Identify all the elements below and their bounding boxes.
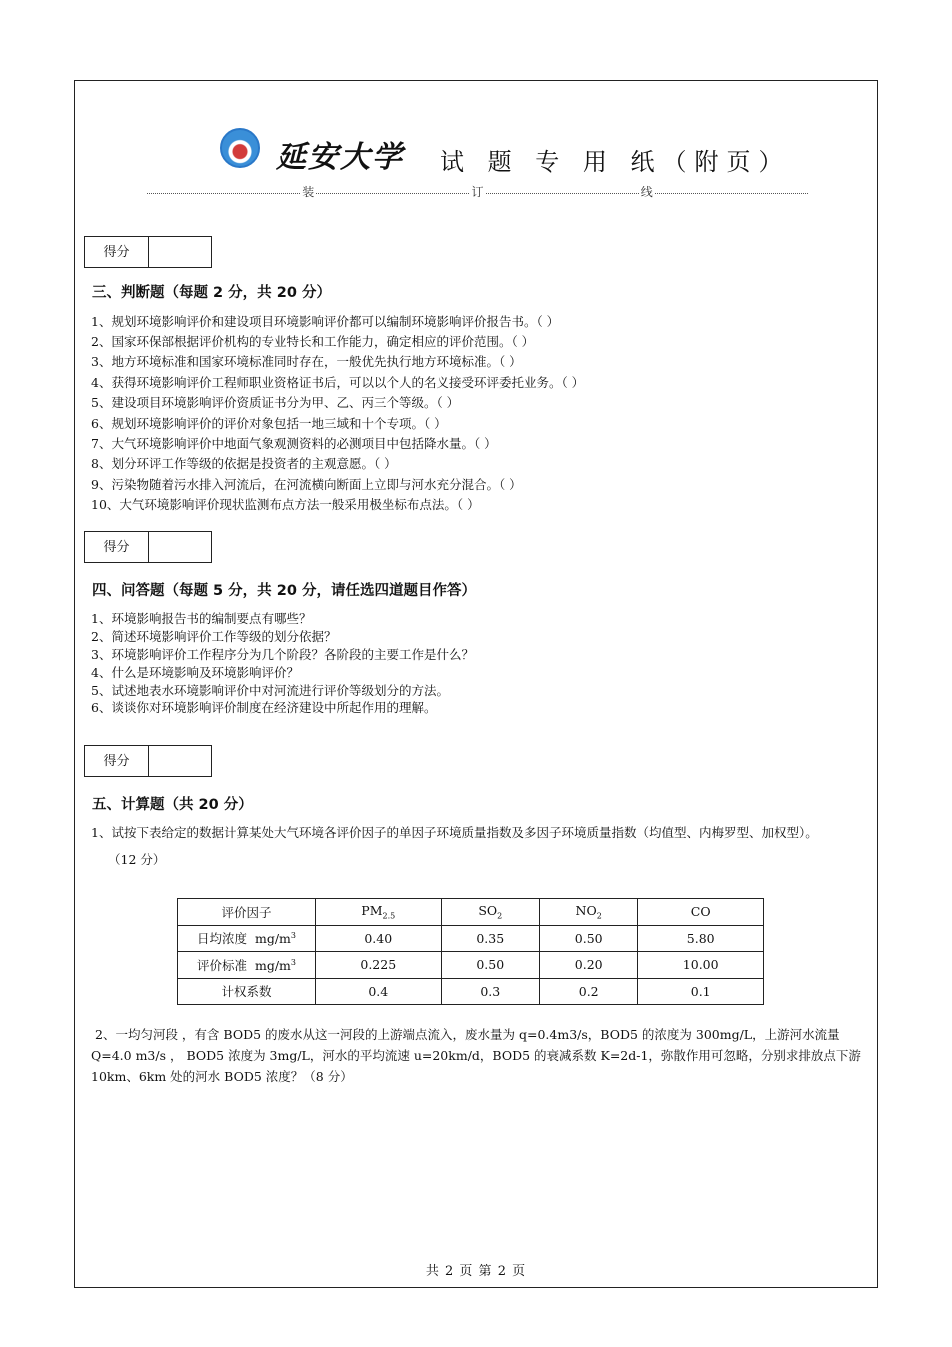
table-cell: CO (638, 899, 764, 926)
essay-question: 4、什么是环境影响及环境影响评价？ (91, 665, 299, 680)
calc-question-2 (91, 1024, 863, 1087)
score-box-section-4 (84, 531, 212, 563)
table-cell: $PM_{2.5}$ (316, 899, 442, 926)
calc-question-2-line: 2、一均匀河段 ，有含 BOD5 的废水从这一河段的上游端点流入，废水量为 q=0.4m3/s，BOD5 的浓度为 300mg/L，上游河水流量 (95, 1027, 840, 1042)
essay-question: 2、简述环境影响评价工作等级的划分依据？ (91, 629, 337, 644)
section-5-title: 五、计算题（共 20 分） (92, 797, 253, 813)
table-cell: 0.2 (539, 978, 637, 1005)
score-label: 得分 (85, 746, 149, 776)
calc-question-2-line: Q=4.0 m3/s ， BOD5 浓度为 3mg/L，河水的平均流速 u=20km/d，BOD5 的衰减系数 K=2d-1，弥散作用可忽略，分别求排放点下游 (91, 1048, 861, 1063)
judgment-question: 3、地方环境标准和国家环境标准同时存在，一般优先执行地方环境标准。（ ） (91, 354, 522, 369)
page-number: 共 2 页 第 2 页 (425, 1264, 527, 1279)
score-box-section-3 (84, 236, 212, 268)
table-cell: 日均浓度 $mg/m^3$ (178, 925, 316, 952)
calc-question-1: 1、试按下表给定的数据计算某处大气环境各评价因子的单因子环境质量指数及多因子环境质量指数（均值型、内梅罗型、加权型）。 (91, 825, 818, 840)
table-cell: 0.40 (316, 925, 442, 952)
table-cell: 0.1 (638, 978, 764, 1005)
school-name: 延安大学 (276, 140, 404, 175)
judgment-question: 7、大气环境影响评价中地面气象观测资料的必测项目中包括降水量。（ ） (91, 436, 497, 451)
essay-question: 6、谈谈你对环境影响评价制度在经济建设中所起作用的理解。 (91, 700, 437, 715)
judgment-question: 4、获得环境影响评价工程师职业资格证书后，可以以个人的名义接受环评委托业务。（ ） (91, 375, 585, 390)
table-cell: 0.225 (316, 952, 442, 979)
table-cell: 10.00 (638, 952, 764, 979)
table-cell: 评价因子 (178, 899, 316, 926)
table-cell: 0.20 (539, 952, 637, 979)
calc-question-2-line: 10km、6km 处的河水 BOD5 浓度？（8 分） (91, 1069, 353, 1084)
binding-mark-ding: 订 (471, 185, 484, 199)
essay-question: 3、环境影响评价工作程序分为几个阶段？各阶段的主要工作是什么？ (91, 647, 474, 662)
judgment-question: 1、规划环境影响评价和建设项目环境影响评价都可以编制环境影响评价报告书。（ ） (91, 314, 560, 329)
score-value-field[interactable] (149, 237, 211, 267)
table-cell: 0.35 (441, 925, 539, 952)
table-cell: 计权系数 (178, 978, 316, 1005)
score-value-field[interactable] (149, 746, 211, 776)
essay-question: 1、环境影响报告书的编制要点有哪些？ (91, 611, 312, 626)
table-cell: 0.4 (316, 978, 442, 1005)
section-4-title: 四、问答题（每题 5 分，共 20 分，请任选四道题目作答） (92, 583, 476, 599)
table-cell: 0.50 (539, 925, 637, 952)
judgment-question: 2、国家环保部根据评价机构的专业特长和工作能力，确定相应的评价范围。（ ） (91, 334, 535, 349)
score-label: 得分 (85, 237, 149, 267)
calc-question-1-points: （12 分） (108, 852, 166, 867)
table-cell: 5.80 (638, 925, 764, 952)
essay-question: 5、试述地表水环境影响评价中对河流进行评价等级划分的方法。 (91, 683, 449, 698)
binding-mark-zhuang: 装 (302, 185, 315, 199)
score-box-section-5 (84, 745, 212, 777)
judgment-question: 5、建设项目环境影响评价资质证书分为甲、乙、丙三个等级。（ ） (91, 395, 460, 410)
table-cell: 0.3 (441, 978, 539, 1005)
binding-line (145, 183, 810, 200)
score-value-field[interactable] (149, 532, 211, 562)
table-row (178, 925, 764, 952)
judgment-question: 8、划分环评工作等级的依据是投资者的主观意愿。（ ） (91, 456, 397, 471)
university-logo-icon (220, 128, 260, 168)
table-cell: $NO_2$ (539, 899, 637, 926)
judgment-question: 6、规划环境影响评价的评价对象包括一地三域和十个专项。（ ） (91, 416, 447, 431)
binding-mark-xian: 线 (640, 185, 653, 199)
table-row (178, 899, 764, 926)
section-3-title: 三、判断题（每题 2 分，共 20 分） (92, 285, 331, 301)
data-table (177, 898, 764, 1005)
paper-title: 试 题 专 用 纸（附页） (440, 148, 791, 176)
table-cell: $SO_2$ (441, 899, 539, 926)
table-row (178, 952, 764, 979)
judgment-question: 9、污染物随着污水排入河流后，在河流横向断面上立即与河水充分混合。（ ） (91, 477, 522, 492)
table-cell: 0.50 (441, 952, 539, 979)
table-row (178, 978, 764, 1005)
judgment-question: 10、大气环境影响评价现状监测布点方法一般采用极坐标布点法。（ ） (91, 497, 480, 512)
score-label: 得分 (85, 532, 149, 562)
table-cell: 评价标准 $mg/m^3$ (178, 952, 316, 979)
